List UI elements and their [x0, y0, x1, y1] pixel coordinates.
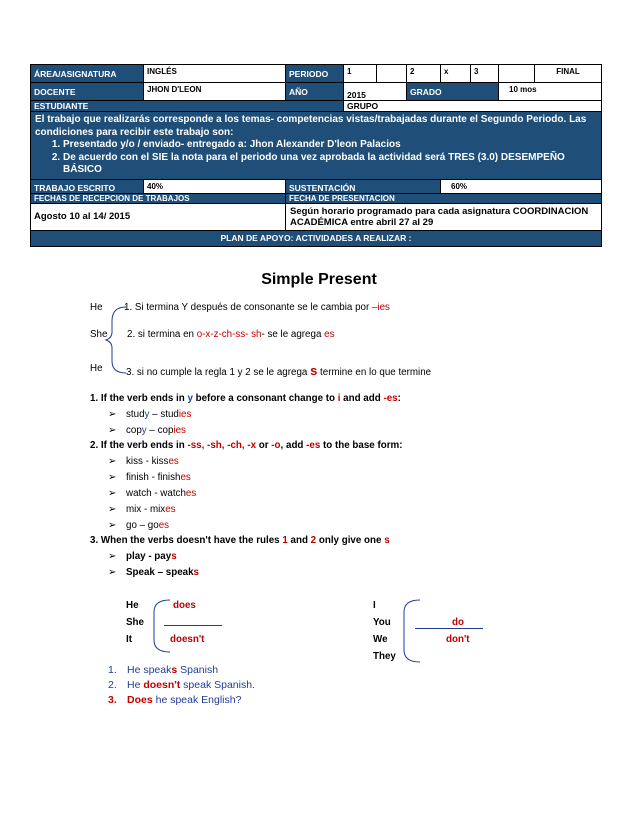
divider-line — [164, 625, 222, 626]
example-mix: mix - mixes — [126, 504, 176, 515]
header-table — [30, 64, 602, 247]
rule-2-text: 2. si termina en o-x-z-ch-ss- sh- se le agrega es — [127, 329, 335, 340]
example-3: Does he speak English? — [127, 694, 242, 706]
rule-1-text: 1. Si termina Y después de consonante se le cambia por –ies — [124, 302, 390, 313]
area-label: ÁREA/ASIGNATURA — [31, 65, 144, 83]
rule-1-heading: 1. If the verb ends in y before a consonant change to i and add -es: — [90, 393, 401, 404]
area-value: INGLÉS — [144, 65, 286, 83]
arrow-bullet-icon: ➢ — [108, 520, 117, 531]
arrow-bullet-icon: ➢ — [108, 551, 117, 562]
rule-pronoun-he-1: He — [90, 302, 103, 313]
example-go: go – goes — [126, 520, 170, 531]
sustentacion-value: 60% — [441, 179, 602, 193]
aux-he: He — [126, 600, 139, 611]
arrow-bullet-icon: ➢ — [108, 504, 117, 515]
periodo-3: 3 — [471, 65, 499, 83]
aux-does: does — [173, 600, 196, 611]
page-title: Simple Present — [261, 271, 377, 288]
fecha-presentacion-label: FECHA DE PRESENTACION — [286, 193, 602, 203]
aux-you: You — [373, 617, 391, 628]
example-2: He doesn't speak Spanish. — [127, 679, 255, 691]
aux-she: She — [126, 617, 144, 628]
periodo-3-box — [499, 65, 535, 83]
arrow-bullet-icon: ➢ — [108, 488, 117, 499]
final-label: FINAL — [535, 65, 602, 83]
example-kiss: kiss - kisses — [126, 456, 179, 467]
sustentacion-label: SUSTENTACIÓN — [286, 179, 441, 193]
rule-3-heading: 3. When the verbs doesn't have the rules 1 and 2 only give one s — [90, 535, 390, 546]
bracket-right-icon — [400, 598, 422, 664]
arrow-bullet-icon: ➢ — [108, 567, 117, 578]
fechas-label: FECHAS DE RECEPCION DE TRABAJOS — [31, 193, 286, 203]
ano-value: 2015 — [344, 83, 407, 101]
example-study: study – studies — [126, 409, 192, 420]
arrow-bullet-icon: ➢ — [108, 409, 117, 420]
aux-it: It — [126, 634, 132, 645]
rule-3-text: 3. si no cumple la regla 1 y 2 se le agrega s termine en lo que termine — [126, 363, 432, 378]
arrow-bullet-icon: ➢ — [108, 425, 117, 436]
bracket-left-icon — [150, 598, 172, 654]
example-copy: copy – copies — [126, 425, 186, 436]
example-1: He speaks Spanish — [127, 664, 219, 676]
divider-line — [415, 628, 483, 629]
aux-i: I — [373, 600, 376, 611]
example-play: play - pays — [126, 551, 177, 562]
rule-pronoun-he-2: He — [90, 363, 103, 374]
example-speak: Speak – speaks — [126, 567, 199, 578]
rule-pronoun-she: She — [90, 329, 108, 340]
periodo-x: x — [441, 65, 471, 83]
fechas-value: Agosto 10 al 14/ 2015 — [31, 203, 286, 230]
conditions-intro: El trabajo que realizarás corresponde a los temas- competencias vistas/trabajadas durante el Segundo Periodo. Las condiciones para recibir este trabajo son: — [35, 114, 587, 138]
fecha-presentacion-value: Según horario programado para cada asignatura COORDINACION ACADÉMICA entre abril 27 al 29 — [286, 203, 602, 230]
periodo-label: PERIODO — [286, 65, 344, 83]
example-2-number: 2. — [108, 679, 117, 691]
aux-do: do — [452, 617, 464, 628]
conditions-box — [31, 112, 602, 180]
example-finish: finish - finishes — [126, 472, 191, 483]
ano-label: AÑO — [286, 83, 344, 101]
aux-they: They — [373, 651, 396, 662]
estudiante-label: ESTUDIANTE — [31, 101, 344, 112]
grado-value: 10 mos — [499, 83, 602, 101]
trabajo-label: TRABAJO ESCRITO — [31, 179, 144, 193]
aux-we: We — [373, 634, 388, 645]
grado-label: GRADO — [407, 83, 499, 101]
docente-label: DOCENTE — [31, 83, 144, 101]
plan-de-apoyo: PLAN DE APOYO: ACTIVIDADES A REALIZAR : — [31, 230, 602, 246]
condition-1: 1. Presentado y/o / enviado- entregado a: Jhon Alexander D'leon Palacios — [63, 139, 597, 152]
condition-2: 2. De acuerdo con el SIE la nota para el periodo una vez aprobada la actividad será TRES (3.0) DESEMPEÑO BÁSICO — [63, 152, 597, 177]
docente-value: JHON D'LEON — [144, 83, 286, 101]
example-1-number: 1. — [108, 664, 117, 676]
rule-2-heading: 2. If the verb ends in -ss, -sh, -ch, -x or -o, add -es to the base form: — [90, 440, 403, 451]
arrow-bullet-icon: ➢ — [108, 456, 117, 467]
aux-dont: don't — [446, 634, 470, 645]
trabajo-value: 40% — [144, 179, 286, 193]
example-watch: watch - watches — [126, 488, 197, 499]
periodo-2: 2 — [407, 65, 441, 83]
grupo-label: GRUPO — [344, 101, 602, 112]
aux-doesnt: doesn't — [170, 634, 205, 645]
periodo-1: 1 — [344, 65, 377, 83]
arrow-bullet-icon: ➢ — [108, 472, 117, 483]
example-3-number: 3. — [108, 694, 117, 706]
periodo-1-box — [377, 65, 407, 83]
brace-icon — [104, 305, 130, 375]
